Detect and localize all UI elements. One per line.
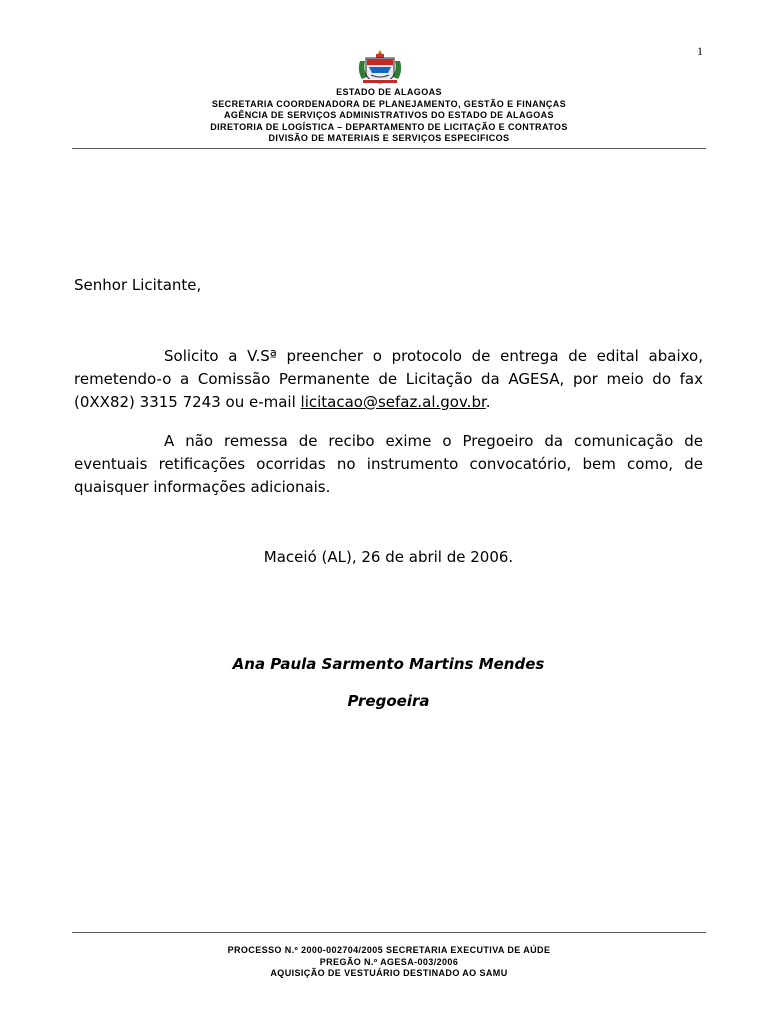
footer-divider [72, 932, 706, 933]
coat-of-arms-icon [357, 49, 403, 85]
letterhead-agency: AGÊNCIA DE SERVIÇOS ADMINISTRATIVOS DO ESTADO DE ALAGOAS [224, 110, 554, 120]
letterhead-secretariat: SECRETARIA COORDENADORA DE PLANEJAMENTO, GESTÃO E FINANÇAS [211, 98, 567, 109]
header-divider [72, 148, 706, 149]
paragraph-notice [74, 430, 703, 499]
signature-title: Pregoeira [347, 692, 430, 710]
signature-name: Ana Paula Sarmento Martins Mendes [232, 655, 545, 673]
email-link[interactable]: licitacao@sefaz.al.gov.br [300, 393, 486, 411]
letterhead-directorate: DIRETORIA DE LOGÍSTICA – DEPARTAMENTO DE LICITAÇÃO E CONTRATOS [210, 121, 568, 132]
paragraph-request-text: Solicito a V.Sª preencher o protocolo de entrega de edital abaixo, remetendo-o a Comissão Permanente de Licitação da AGESA, por meio do fax (0XX82) 3315 7243 ou e-mail [74, 347, 703, 411]
paragraph-request [74, 345, 703, 414]
letterhead [72, 87, 706, 145]
letterhead-state: ESTADO DE ALAGOAS [336, 87, 442, 97]
salutation: Senhor Licitante, [74, 276, 202, 294]
paragraph-request-end: . [485, 393, 491, 411]
page-number: 1 [697, 44, 703, 58]
letterhead-division: DIVISÃO DE MATERIAIS E SERVIÇOS ESPECIFICOS [268, 133, 510, 143]
paragraph-notice-text: A não remessa de recibo exime o Pregoeiro da comunicação de eventuais retificações ocorridas no instrumento convocatório, bem como, de quaisquer informações adicionais. [74, 432, 703, 496]
footer [72, 945, 706, 980]
footer-subject: AQUISIÇÃO DE VESTUÁRIO DESTINADO AO SAMU [270, 968, 508, 978]
footer-process: PROCESSO N.º 2000-002704/2005 SECRETARIA EXECUTIVA DE AÚDE [227, 945, 551, 955]
footer-auction: PREGÃO N.º AGESA-003/2006 [319, 956, 459, 967]
dateline: Maceió (AL), 26 de abril de 2006. [263, 548, 514, 566]
